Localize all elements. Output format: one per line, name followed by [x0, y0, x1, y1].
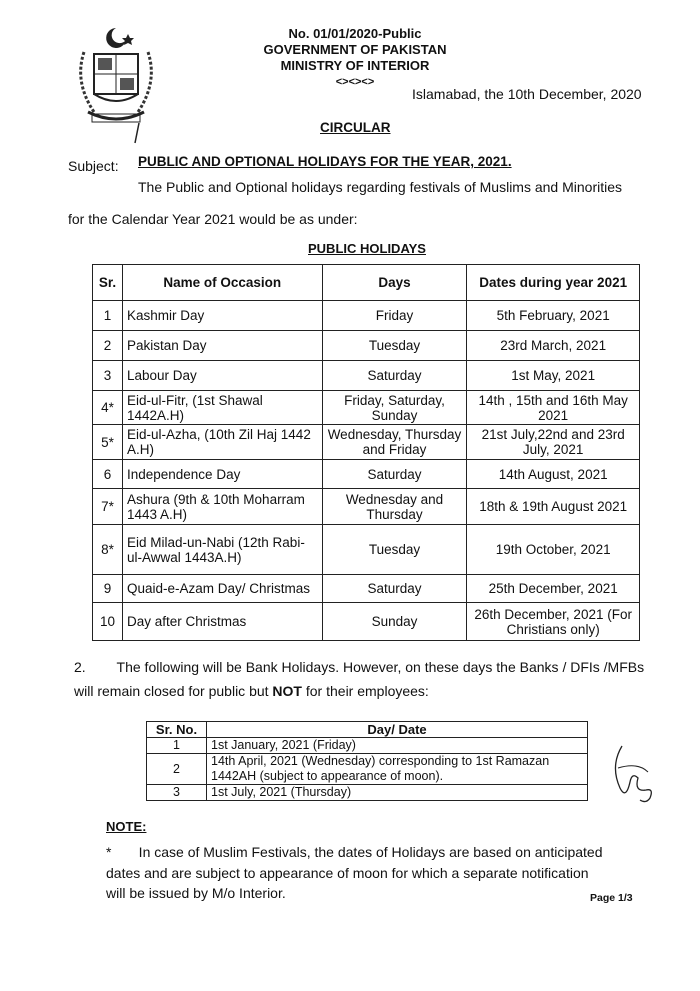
- row-date: 18th & 19th August 2021: [467, 489, 640, 525]
- row-sr: 4*: [93, 391, 123, 425]
- row-occasion: Quaid-e-Azam Day/ Christmas: [122, 575, 322, 603]
- signature-icon: [604, 738, 664, 808]
- ministry-heading: MINISTRY OF INTERIOR: [280, 58, 430, 73]
- row-sr: 3: [93, 361, 123, 391]
- issue-date: Islamabad, the 10th December, 2020: [412, 86, 642, 102]
- bank-row-date: 14th April, 2021 (Wednesday) corresponding to 1st Ramazan 1442AH (subject to appearance of moon).: [207, 754, 588, 785]
- row-days: Wednesday, Thursday and Friday: [322, 425, 467, 460]
- row-days: Tuesday: [322, 525, 467, 575]
- note-line-3: will be issued by M/o Interior.: [106, 885, 286, 901]
- table-header-row: [93, 265, 640, 301]
- note-title: NOTE:: [106, 819, 147, 834]
- row-date: 23rd March, 2021: [467, 331, 640, 361]
- row-date: 26th December, 2021 (For Christians only): [467, 603, 640, 641]
- para-2-line-1: 2. The following will be Bank Holidays. However, on these days the Banks / DFIs /MFBs: [74, 659, 645, 675]
- row-date: 21st July,22nd and 23rd July, 2021: [467, 425, 640, 460]
- table-row: [93, 489, 640, 525]
- row-occasion: Pakistan Day: [122, 331, 322, 361]
- row-days: Tuesday: [322, 331, 467, 361]
- row-days: Saturday: [322, 460, 467, 489]
- bank-row-date: 1st January, 2021 (Friday): [207, 738, 588, 754]
- row-days: Friday, Saturday, Sunday: [322, 391, 467, 425]
- intro-line-1: The Public and Optional holidays regarding festivals of Muslims and Minorities: [138, 179, 623, 195]
- page-number: Page 1/3: [590, 892, 633, 904]
- row-date: 1st May, 2021: [467, 361, 640, 391]
- row-sr: 5*: [93, 425, 123, 460]
- government-heading: GOVERNMENT OF PAKISTAN: [263, 42, 447, 57]
- public-holidays-title: PUBLIC HOLIDAYS: [308, 241, 426, 256]
- row-date: 25th December, 2021: [467, 575, 640, 603]
- document-title: CIRCULAR: [320, 120, 391, 135]
- row-days: Friday: [322, 301, 467, 331]
- note-line-1: * In case of Muslim Festivals, the dates of Holidays are based on anticipated: [106, 844, 603, 860]
- bank-row-sr: 3: [147, 785, 207, 801]
- row-occasion: Ashura (9th & 10th Moharram 1443 A.H): [122, 489, 322, 525]
- table-row: [93, 331, 640, 361]
- para-2-text-a: will remain closed for public but: [74, 683, 273, 699]
- public-holidays-table: [92, 264, 640, 641]
- row-sr: 10: [93, 603, 123, 641]
- row-sr: 1: [93, 301, 123, 331]
- table-row: [93, 425, 640, 460]
- header-days: Days: [322, 265, 467, 301]
- row-date: 19th October, 2021: [467, 525, 640, 575]
- note-line-2: dates and are subject to appearance of moon for which a separate notification: [106, 865, 589, 881]
- table-row: [147, 738, 588, 754]
- table-row: [93, 575, 640, 603]
- state-emblem-icon: [62, 22, 170, 130]
- subject-label: Subject:: [68, 158, 119, 174]
- row-occasion: Day after Christmas: [122, 603, 322, 641]
- table-row: [93, 603, 640, 641]
- row-days: Saturday: [322, 575, 467, 603]
- letter-number: No. 01/01/2020-Public: [288, 26, 422, 41]
- row-date: 5th February, 2021: [467, 301, 640, 331]
- table-row: [93, 301, 640, 331]
- subject-text: PUBLIC AND OPTIONAL HOLIDAYS FOR THE YEAR, 2021.: [138, 154, 512, 169]
- row-sr: 6: [93, 460, 123, 489]
- row-sr: 7*: [93, 489, 123, 525]
- ornament: <><><>: [335, 76, 375, 88]
- para-2-text-b: for their employees:: [301, 683, 429, 699]
- table-row: [93, 525, 640, 575]
- para-2-not: NOT: [272, 683, 302, 699]
- row-sr: 8*: [93, 525, 123, 575]
- row-days: Wednesday and Thursday: [322, 489, 467, 525]
- pen-mark: [132, 122, 142, 144]
- header-sr: Sr.: [93, 265, 123, 301]
- row-occasion: Eid-ul-Azha, (10th Zil Haj 1442 A.H): [122, 425, 322, 460]
- bank-row-sr: 2: [147, 754, 207, 785]
- row-occasion: Eid Milad-un-Nabi (12th Rabi-ul-Awwal 1443A.H): [122, 525, 322, 575]
- row-occasion: Kashmir Day: [122, 301, 322, 331]
- bank-header-sr: Sr. No.: [147, 722, 207, 738]
- row-date: 14th , 15th and 16th May 2021: [467, 391, 640, 425]
- bank-row-sr: 1: [147, 738, 207, 754]
- header-occasion: Name of Occasion: [122, 265, 322, 301]
- bank-header-date: Day/ Date: [207, 722, 588, 738]
- table-row: [147, 785, 588, 801]
- row-occasion: Labour Day: [122, 361, 322, 391]
- bank-holidays-table: [146, 721, 588, 801]
- table-row: [147, 754, 588, 785]
- bank-header-row: [147, 722, 588, 738]
- row-occasion: Independence Day: [122, 460, 322, 489]
- row-date: 14th August, 2021: [467, 460, 640, 489]
- table-row: [93, 361, 640, 391]
- row-days: Saturday: [322, 361, 467, 391]
- intro-line-2: for the Calendar Year 2021 would be as under:: [68, 211, 358, 227]
- table-row: [93, 391, 640, 425]
- header-dates: Dates during year 2021: [467, 265, 640, 301]
- bank-row-date: 1st July, 2021 (Thursday): [207, 785, 588, 801]
- row-sr: 9: [93, 575, 123, 603]
- table-row: [93, 460, 640, 489]
- para-2-line-2: [74, 680, 429, 702]
- row-occasion: Eid-ul-Fitr, (1st Shawal 1442A.H): [122, 391, 322, 425]
- row-sr: 2: [93, 331, 123, 361]
- row-days: Sunday: [322, 603, 467, 641]
